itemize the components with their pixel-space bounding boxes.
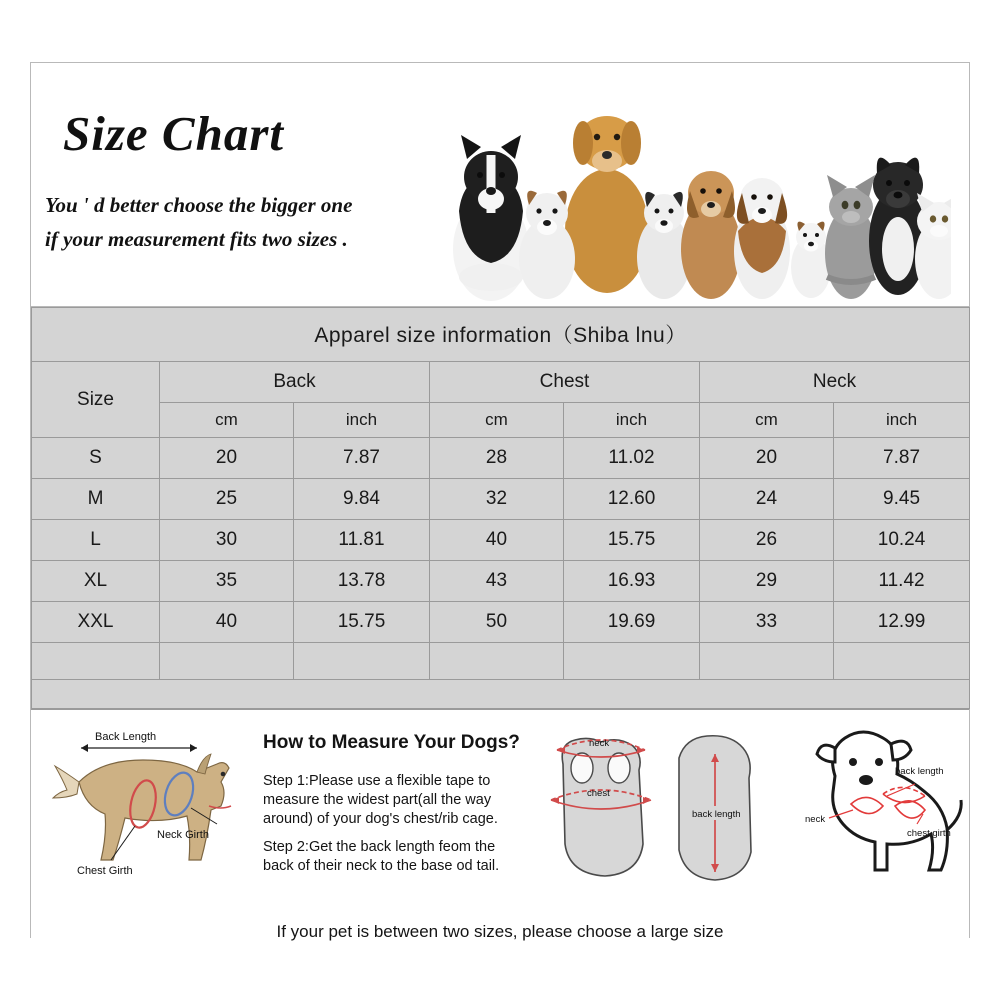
label-chest-girth-small: chest girth xyxy=(907,828,951,839)
cell-chest-inch: 12.60 xyxy=(564,479,700,520)
measure-step-1: Step 1:Please use a flexible tape to measure the widest part(all the way around) of your dog's chest/rib cage. xyxy=(263,773,498,827)
header-back: Back xyxy=(160,362,430,403)
table-row xyxy=(32,479,970,520)
blank-cell xyxy=(32,643,160,680)
cell-back-cm: 20 xyxy=(160,438,294,479)
garment-measurement-diagram xyxy=(539,724,769,909)
table-unit-header-row xyxy=(32,403,970,438)
spacer-cell xyxy=(32,680,970,709)
cell-back-cm: 25 xyxy=(160,479,294,520)
header-subtitle-line2: if your measurement fits two sizes . xyxy=(45,227,348,251)
header-neck: Neck xyxy=(700,362,970,403)
cell-chest-cm: 50 xyxy=(430,602,564,643)
label-back-length-small: back length xyxy=(692,809,741,820)
cell-chest-inch: 19.69 xyxy=(564,602,700,643)
table-spacer-row xyxy=(32,680,970,709)
unit-chest-inch: inch xyxy=(564,403,700,438)
header-section xyxy=(31,63,969,307)
cell-back-inch: 7.87 xyxy=(294,438,430,479)
cell-neck-cm: 24 xyxy=(700,479,834,520)
unit-neck-cm: cm xyxy=(700,403,834,438)
label-back-length: Back Length xyxy=(95,731,157,743)
cell-chest-inch: 11.02 xyxy=(564,438,700,479)
how-to-measure-title: How to Measure Your Dogs? xyxy=(263,732,520,753)
cell-neck-inch: 10.24 xyxy=(834,520,970,561)
blank-cell xyxy=(700,643,834,680)
cell-neck-cm: 33 xyxy=(700,602,834,643)
cell-chest-cm: 32 xyxy=(430,479,564,520)
cell-neck-inch: 11.42 xyxy=(834,561,970,602)
table-blank-row xyxy=(32,643,970,680)
size-table-section xyxy=(31,307,969,709)
blank-cell xyxy=(430,643,564,680)
label-back-length-side: back length xyxy=(895,766,944,777)
table-row xyxy=(32,438,970,479)
cell-chest-cm: 43 xyxy=(430,561,564,602)
table-row xyxy=(32,561,970,602)
footer-note: If your pet is between two sizes, please choose a large size xyxy=(276,922,724,941)
dog-measurement-diagram xyxy=(39,720,261,890)
unit-neck-inch: inch xyxy=(834,403,970,438)
page-title: Size Chart xyxy=(63,106,285,161)
label-neck-girth: Neck Girth xyxy=(157,829,209,841)
dog-outline-diagram xyxy=(791,718,969,903)
cell-neck-cm: 26 xyxy=(700,520,834,561)
cell-back-inch: 13.78 xyxy=(294,561,430,602)
table-group-header-row xyxy=(32,362,970,403)
table-caption-row xyxy=(32,308,970,362)
cell-back-inch: 11.81 xyxy=(294,520,430,561)
label-neck: neck xyxy=(589,738,610,749)
table-caption: Apparel size information（Shiba lnu） xyxy=(32,308,970,362)
cell-back-cm: 40 xyxy=(160,602,294,643)
cell-neck-cm: 20 xyxy=(700,438,834,479)
header-subtitle xyxy=(45,188,465,256)
unit-back-cm: cm xyxy=(160,403,294,438)
cell-back-inch: 15.75 xyxy=(294,602,430,643)
table-row xyxy=(32,520,970,561)
cell-neck-inch: 12.99 xyxy=(834,602,970,643)
blank-cell xyxy=(564,643,700,680)
dogs-group-photo xyxy=(411,81,951,301)
cell-size: M xyxy=(32,479,160,520)
blank-cell xyxy=(294,643,430,680)
how-to-measure-section xyxy=(31,709,969,952)
label-chest: chest xyxy=(587,788,610,799)
cell-size: S xyxy=(32,438,160,479)
blank-cell xyxy=(834,643,970,680)
cell-neck-inch: 7.87 xyxy=(834,438,970,479)
cell-size: XXL xyxy=(32,602,160,643)
measure-step-2: Step 2:Get the back length feom the back of their neck to the base od tail. xyxy=(263,839,500,874)
cell-neck-inch: 9.45 xyxy=(834,479,970,520)
cell-chest-inch: 15.75 xyxy=(564,520,700,561)
unit-chest-cm: cm xyxy=(430,403,564,438)
size-chart-sheet xyxy=(30,62,970,941)
cell-back-inch: 9.84 xyxy=(294,479,430,520)
cell-size: L xyxy=(32,520,160,561)
header-size: Size xyxy=(32,362,160,438)
cell-chest-cm: 40 xyxy=(430,520,564,561)
header-chest: Chest xyxy=(430,362,700,403)
label-chest-girth: Chest Girth xyxy=(77,865,133,877)
cell-size: XL xyxy=(32,561,160,602)
cell-neck-cm: 29 xyxy=(700,561,834,602)
cell-back-cm: 35 xyxy=(160,561,294,602)
cell-chest-cm: 28 xyxy=(430,438,564,479)
header-subtitle-line1: You ' d better choose the bigger one xyxy=(45,193,353,217)
label-neck-outline: neck xyxy=(805,814,826,825)
table-row xyxy=(32,602,970,643)
size-table xyxy=(31,307,970,709)
cell-back-cm: 30 xyxy=(160,520,294,561)
blank-cell xyxy=(160,643,294,680)
unit-back-inch: inch xyxy=(294,403,430,438)
cell-chest-inch: 16.93 xyxy=(564,561,700,602)
